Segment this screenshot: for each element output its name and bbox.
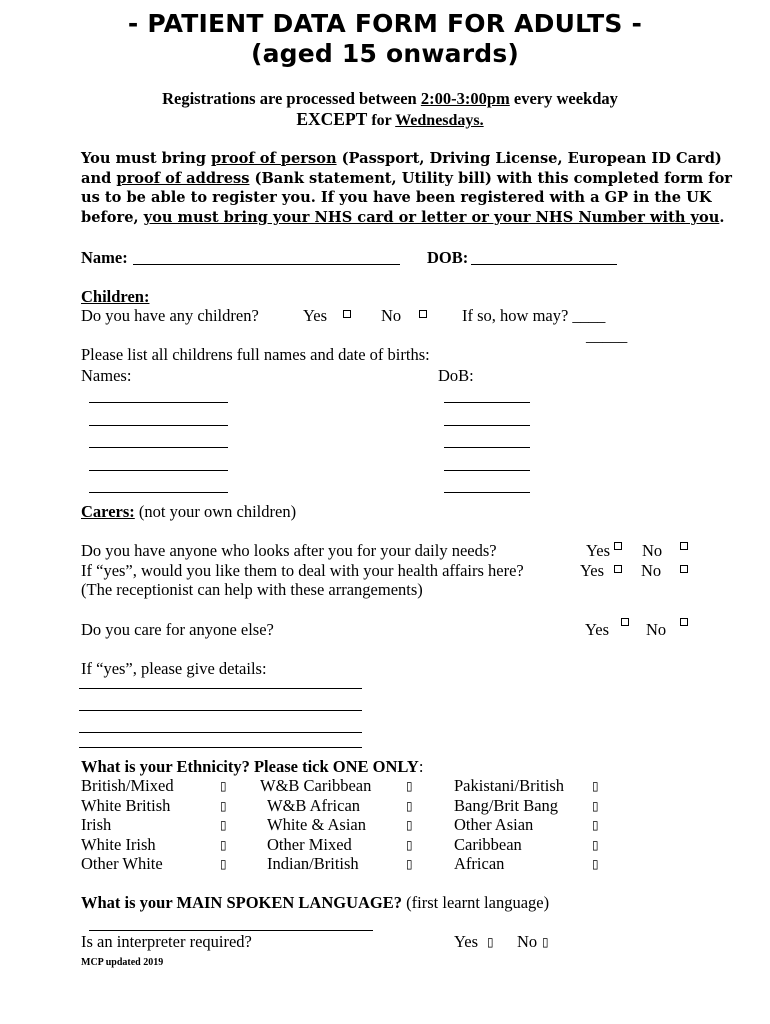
carers-q1-no-label: No [642,541,663,560]
proof-line-4: before, you must bring your NHS card or letter or your NHS Number with you. [81,209,725,226]
child-name-field[interactable] [89,492,228,493]
ethnicity-option: Other White [81,854,163,873]
carers-details-field[interactable] [79,710,362,711]
carers-question-1: Do you have anyone who looks after you for your daily needs? [81,541,497,560]
interpreter-no-checkbox[interactable]: ▯ [542,935,549,949]
dob-field[interactable] [471,264,617,265]
ethnicity-checkbox[interactable]: ▯ [406,838,413,852]
children-question: Do you have any children? [81,306,259,325]
ethnicity-checkbox[interactable]: ▯ [406,799,413,813]
carers-q1-yes-label: Yes [586,541,611,560]
children-dob-label: DoB: [438,366,474,385]
children-how-many[interactable]: If so, how may? ____ [462,306,606,325]
ethnicity-option: African [454,854,505,873]
children-names-label: Names: [81,366,132,385]
ethnicity-checkbox[interactable]: ▯ [406,779,413,793]
child-dob-field[interactable] [444,470,530,471]
carers-q3-yes-checkbox[interactable] [621,618,629,626]
carers-details-field[interactable] [79,688,362,689]
ethnicity-checkbox[interactable]: ▯ [592,838,599,852]
carers-q3-yes-label: Yes [585,620,610,639]
ethnicity-checkbox[interactable]: ▯ [406,857,413,871]
children-yes-label: Yes [303,306,328,325]
language-field[interactable] [89,930,373,931]
ethnicity-option: Pakistani/British [454,776,565,795]
interpreter-yes-checkbox[interactable]: ▯ [487,935,494,949]
carers-q2-no-checkbox[interactable] [680,565,688,573]
carers-details-field[interactable] [79,732,362,733]
form-title-line1: - PATIENT DATA FORM FOR ADULTS - [127,9,643,38]
ethnicity-option: White & Asian [267,815,366,834]
child-name-field[interactable] [89,425,228,426]
footer-version: MCP updated 2019 [81,957,164,968]
form-title-line2: (aged 15 onwards) [250,39,520,68]
registration-hours: Registrations are processed between 2:00-3:00pm every weekday [162,89,618,108]
dob-label: DOB: [427,248,469,267]
carers-details-field[interactable] [79,747,362,748]
ethnicity-option: White British [81,796,171,815]
child-name-field[interactable] [89,402,228,403]
children-list-prompt: Please list all childrens full names and date of births: [81,345,430,364]
interpreter-yes-label: Yes [454,932,479,951]
child-dob-field[interactable] [444,402,530,403]
ethnicity-checkbox[interactable]: ▯ [220,818,227,832]
ethnicity-option: W&B Caribbean [260,776,372,795]
ethnicity-option: Irish [81,815,112,834]
children-how-many-line: _____ [586,326,628,345]
carers-q2-yes-label: Yes [580,561,605,580]
registration-exception: EXCEPT for Wednesdays. [296,109,484,129]
ethnicity-heading: What is your Ethnicity? Please tick ONE ONLY: [81,757,424,776]
ethnicity-checkbox[interactable]: ▯ [406,818,413,832]
child-dob-field[interactable] [444,447,530,448]
ethnicity-checkbox[interactable]: ▯ [592,799,599,813]
children-heading: Children: [81,287,150,306]
ethnicity-option: Indian/British [267,854,359,873]
ethnicity-checkbox[interactable]: ▯ [592,779,599,793]
child-name-field[interactable] [89,470,228,471]
carers-q3-no-label: No [646,620,667,639]
carers-question-3: Do you care for anyone else? [81,620,274,639]
child-dob-field[interactable] [444,425,530,426]
proof-line-1: You must bring proof of person (Passport, Driving License, European ID Card) [81,150,722,167]
ethnicity-option: W&B African [267,796,361,815]
carers-q3-no-checkbox[interactable] [680,618,688,626]
interpreter-no-label: No [517,932,538,951]
ethnicity-option: Other Mixed [267,835,352,854]
ethnicity-option: White Irish [81,835,156,854]
interpreter-question: Is an interpreter required? [81,932,252,951]
ethnicity-option: Bang/Brit Bang [454,796,559,815]
name-field[interactable] [133,264,400,265]
proof-line-3: us to be able to register you. If you have been registered with a GP in the UK [81,189,712,206]
ethnicity-checkbox[interactable]: ▯ [592,857,599,871]
carers-q1-no-checkbox[interactable] [680,542,688,550]
carers-heading: Carers: (not your own children) [81,502,297,521]
name-label: Name: [81,248,128,267]
ethnicity-option: British/Mixed [81,776,174,795]
ethnicity-checkbox[interactable]: ▯ [220,779,227,793]
language-heading: What is your MAIN SPOKEN LANGUAGE? (first learnt language) [81,893,550,912]
ethnicity-option: Other Asian [454,815,534,834]
carers-q2-no-label: No [641,561,662,580]
children-no-checkbox[interactable] [419,310,427,318]
carers-q1-yes-checkbox[interactable] [614,542,622,550]
carers-question-2: If “yes”, would you like them to deal with your health affairs here? [81,561,524,580]
children-no-label: No [381,306,402,325]
child-name-field[interactable] [89,447,228,448]
proof-line-2: and proof of address (Bank statement, Utility bill) with this completed form for [81,170,732,187]
ethnicity-checkbox[interactable]: ▯ [220,857,227,871]
children-yes-checkbox[interactable] [343,310,351,318]
ethnicity-checkbox[interactable]: ▯ [220,799,227,813]
carers-details-label: If “yes”, please give details: [81,659,267,678]
ethnicity-checkbox[interactable]: ▯ [592,818,599,832]
carers-q2-yes-checkbox[interactable] [614,565,622,573]
child-dob-field[interactable] [444,492,530,493]
carers-receptionist-note: (The receptionist can help with these arrangements) [81,580,423,599]
ethnicity-checkbox[interactable]: ▯ [220,838,227,852]
ethnicity-option: Caribbean [454,835,522,854]
